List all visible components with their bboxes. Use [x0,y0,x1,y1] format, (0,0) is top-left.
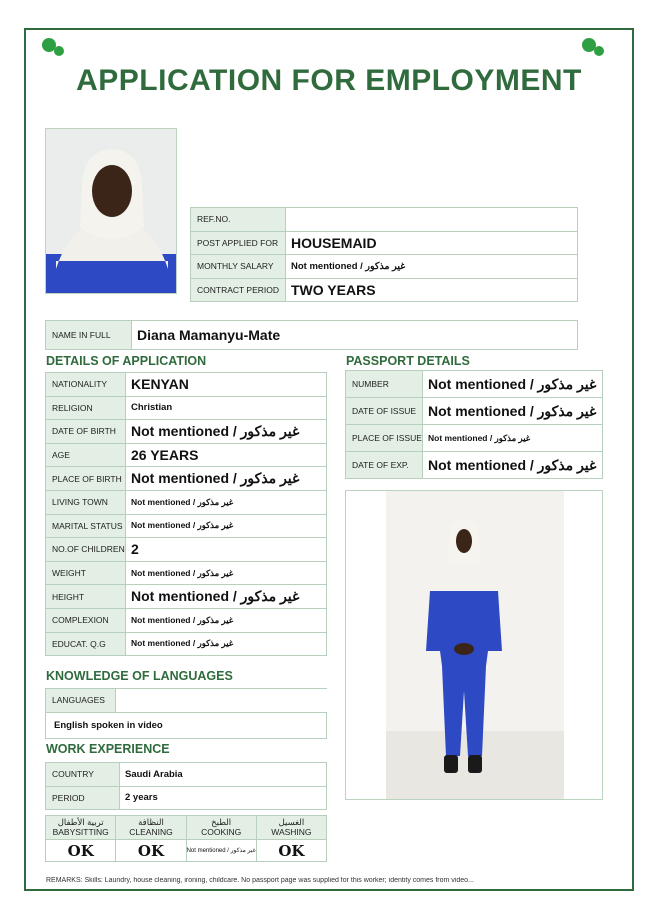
table-row [46,373,327,397]
name-label: NAME IN FULL [46,321,132,350]
passport-details-table [345,370,603,479]
table-row [46,786,327,810]
ref-no-label: REF.NO. [191,208,286,232]
languages-table [45,688,327,739]
date-of-expiry-label: DATE OF EXP. [346,452,423,479]
table-row [46,763,327,787]
name-table [45,320,578,350]
application-heading: DETAILS OF APPLICATION [46,354,207,368]
living-town-value: Not mentioned / غير مذكور [126,490,327,514]
nationality-value: KENYAN [126,373,327,397]
name-value: Diana Mamanyu-Mate [132,321,578,350]
children-value: 2 [126,538,327,562]
page-title: APPLICATION FOR EMPLOYMENT [76,64,582,97]
applicant-full-body-photo [345,490,603,800]
remarks-text: REMARKS: Skills: Laundry, house cleaning, ironing, childcare. No passport page was supplied for this worker; identity comes from video... [46,877,474,884]
logo-dots-right [582,38,612,60]
languages-heading: KNOWLEDGE OF LANGUAGES [46,669,233,683]
date-of-birth-value: Not mentioned / غير مذكور [126,420,327,444]
skill-cleaning-header: النظافة CLEANING [116,816,186,840]
skill-cooking-header: الطبخ COOKING [186,816,256,840]
skills-table [45,815,327,862]
age-value: 26 YEARS [126,443,327,467]
place-of-birth-label: PLACE OF BIRTH [46,467,126,491]
education-label: EDUCAT. Q.G [46,632,126,656]
living-town-label: LIVING TOWN [46,490,126,514]
height-value: Not mentioned / غير مذكور [126,585,327,609]
monthly-salary-label: MONTHLY SALARY [191,255,286,279]
table-row [46,420,327,444]
work-experience-table [45,762,327,810]
height-label: HEIGHT [46,585,126,609]
complexion-value: Not mentioned / غير مذكور [126,608,327,632]
table-row [46,538,327,562]
table-row [191,208,578,232]
place-of-birth-value: Not mentioned / غير مذكور [126,467,327,491]
table-row [46,608,327,632]
country-label: COUNTRY [46,763,120,787]
monthly-salary-value: Not mentioned / غير مذكور [286,255,578,279]
table-row [46,689,327,713]
place-of-issue-value: Not mentioned / غير مذكور [423,425,603,452]
religion-label: RELIGION [46,396,126,420]
table-row [46,585,327,609]
skill-babysitting-value: OK [46,840,116,862]
skill-cleaning-value: OK [116,840,186,862]
table-row [46,712,327,738]
table-row [46,443,327,467]
table-row [46,467,327,491]
marital-status-label: MARITAL STATUS [46,514,126,538]
work-heading: WORK EXPERIENCE [46,742,170,756]
passport-heading: PASSPORT DETAILS [346,354,470,368]
table-row [191,255,578,279]
nationality-label: NATIONALITY [46,373,126,397]
skill-washing-value: OK [256,840,326,862]
contract-period-value: TWO YEARS [286,278,578,302]
date-of-birth-label: DATE OF BIRTH [46,420,126,444]
contract-period-label: CONTRACT PERIOD [191,278,286,302]
logo-dots-left [42,38,72,60]
applicant-portrait-photo [45,128,177,294]
table-row [346,371,603,398]
weight-label: WEIGHT [46,561,126,585]
skill-cooking-value: Not mentioned / غير مذكور [186,840,256,862]
post-applied-value: HOUSEMAID [286,231,578,255]
languages-value: English spoken in video [46,712,327,738]
post-details-table [190,207,578,302]
passport-number-label: NUMBER [346,371,423,398]
date-of-issue-value: Not mentioned / غير مذكور [423,398,603,425]
table-row [346,425,603,452]
table-row [46,396,327,420]
education-value: Not mentioned / غير مذكور [126,632,327,656]
table-row [46,321,578,350]
table-row [46,514,327,538]
date-of-expiry-value: Not mentioned / غير مذكور [423,452,603,479]
skill-washing-header: الغسيل WASHING [256,816,326,840]
ref-no-value [286,208,578,232]
application-details-table [45,372,327,656]
weight-value: Not mentioned / غير مذكور [126,561,327,585]
languages-label: LANGUAGES [46,689,116,713]
period-label: PERIOD [46,786,120,810]
post-applied-label: POST APPLIED FOR [191,231,286,255]
place-of-issue-label: PLACE OF ISSUE [346,425,423,452]
complexion-label: COMPLEXION [46,608,126,632]
table-row [46,561,327,585]
table-row [46,490,327,514]
country-value: Saudi Arabia [120,763,327,787]
period-value: 2 years [120,786,327,810]
table-row [346,452,603,479]
table-row [191,231,578,255]
religion-value: Christian [126,396,327,420]
table-row [346,398,603,425]
passport-number-value: Not mentioned / غير مذكور [423,371,603,398]
skill-babysitting-header: تربية الأطفال BABYSITTING [46,816,116,840]
table-row [46,632,327,656]
table-row [191,278,578,302]
age-label: AGE [46,443,126,467]
marital-status-value: Not mentioned / غير مذكور [126,514,327,538]
date-of-issue-label: DATE OF ISSUE [346,398,423,425]
children-label: NO.OF CHILDREN [46,538,126,562]
